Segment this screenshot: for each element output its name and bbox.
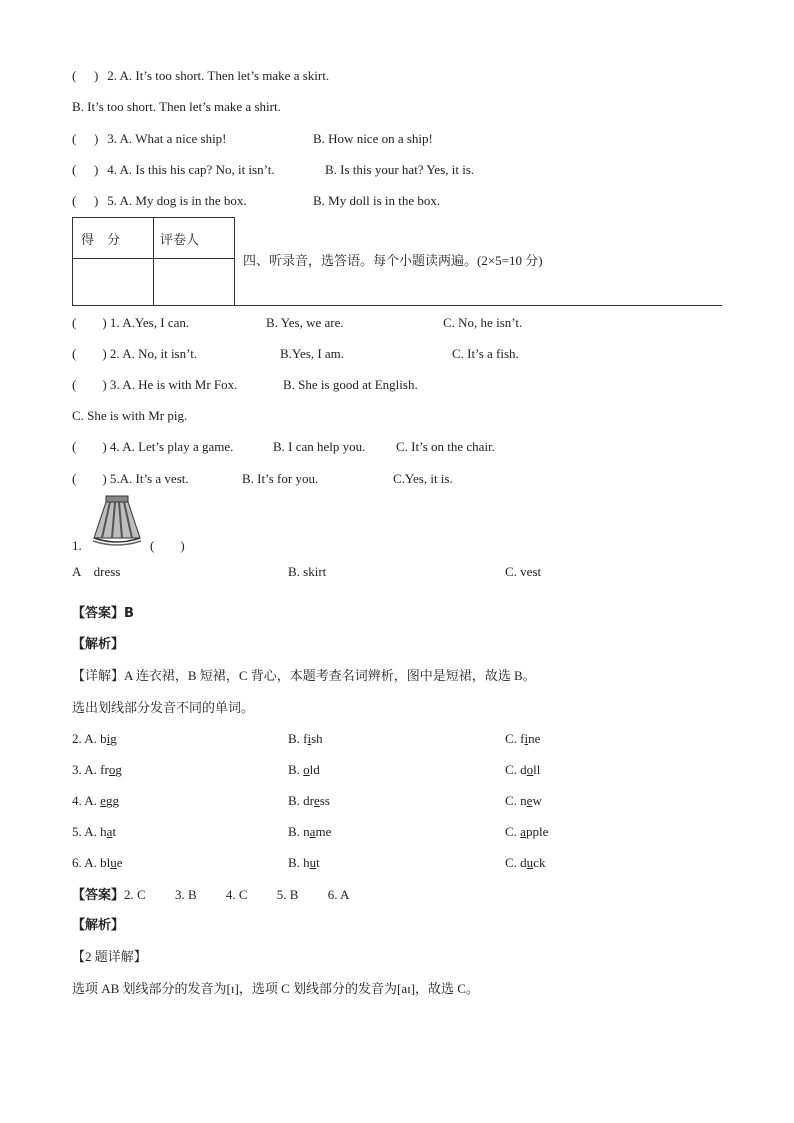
s4-item-1: ( ) 1. A.Yes, I can. bbox=[72, 315, 190, 330]
phonics-a-underlined: u bbox=[110, 855, 117, 870]
phonics-b-post: t bbox=[316, 855, 320, 870]
s3-item-2-b: B. It’s too short. Then let’s make a shirt. bbox=[72, 99, 281, 114]
answer-2 bbox=[72, 887, 349, 904]
phonics-c-underlined: e bbox=[526, 793, 533, 808]
s4-item-2-b: B.Yes, I am. bbox=[280, 346, 345, 361]
section4-title: 四、听录音，选答语。每个小题读两遍。(2×5=10 分) bbox=[243, 253, 543, 268]
answer-2-label: 【答案】 bbox=[72, 888, 125, 903]
s4-item-3-b: B. She is good at English. bbox=[283, 377, 418, 392]
phonics-c-underlined: i bbox=[524, 731, 529, 746]
phonics-a-post: t bbox=[112, 824, 117, 839]
phonics-a-pre: h bbox=[100, 824, 107, 839]
phonics-c-pre: C. n bbox=[505, 793, 527, 808]
phonics-option-b bbox=[288, 762, 320, 778]
phonics-c-post: ck bbox=[533, 855, 546, 870]
phonics-number: 5. A. bbox=[72, 824, 97, 839]
analysis-2-label: 【解析】 bbox=[72, 918, 125, 933]
skirt-image bbox=[88, 494, 146, 550]
s3-item-3-b: B. How nice on a ship! bbox=[313, 131, 433, 146]
phonics-a-post: gg bbox=[105, 793, 119, 808]
phonics-c-post: ll bbox=[533, 762, 541, 777]
phonics-b-pre: B. n bbox=[288, 824, 310, 839]
s4-item-4-c: C. It’s on the chair. bbox=[396, 439, 495, 454]
phonics-option-c bbox=[505, 762, 540, 778]
phonics-a-underlined: i bbox=[106, 731, 111, 746]
phonics-a-post: g bbox=[110, 731, 117, 746]
answer-2-item: 3. B bbox=[174, 887, 197, 902]
phonics-c-pre: C. f bbox=[505, 731, 525, 746]
phonics-number: 4. A. bbox=[72, 793, 97, 808]
phonics-number: 2. A. bbox=[72, 731, 97, 746]
grade-table bbox=[72, 217, 235, 306]
phonics-option-a bbox=[72, 731, 117, 747]
phonics-b-pre: B. h bbox=[288, 855, 310, 870]
phonics-c-post: pple bbox=[525, 824, 549, 839]
s4-item-2-c: C. It’s a fish. bbox=[452, 346, 519, 361]
phonics-option-c bbox=[505, 855, 545, 871]
phonics-b-pre: B. bbox=[288, 762, 304, 777]
phonics-instruction: 选出划线部分发音不同的单词。 bbox=[72, 700, 255, 715]
phonics-c-underlined: u bbox=[526, 855, 534, 870]
phonics-option-b bbox=[288, 824, 331, 840]
s3-item-5-b: B. My doll is in the box. bbox=[313, 193, 441, 208]
phonics-option-b bbox=[288, 793, 330, 809]
phonics-c-pre: C. bbox=[505, 824, 521, 839]
s4-item-5-b: B. It’s for you. bbox=[242, 471, 319, 486]
answer-2-item: 4. C bbox=[225, 887, 248, 902]
s3-item-4: ( ) 4. A. Is this his cap? No, it isn’t. bbox=[72, 162, 275, 177]
divider bbox=[235, 305, 722, 306]
phonics-number: 3. A. bbox=[72, 762, 97, 777]
s4-item-1-b: B. Yes, we are. bbox=[266, 315, 344, 330]
phonics-b-underlined: o bbox=[303, 762, 310, 777]
answer-2-item: 2. C bbox=[124, 887, 146, 902]
phonics-c-underlined: a bbox=[520, 824, 526, 839]
phonics-b-pre: B. f bbox=[288, 731, 308, 746]
phonics-a-post: e bbox=[116, 855, 123, 870]
phonics-b-post: ld bbox=[309, 762, 320, 777]
answer-2-item: 6. A bbox=[327, 887, 350, 902]
phonics-b-underlined: i bbox=[307, 731, 312, 746]
s4-item-3-c: C. She is with Mr pig. bbox=[72, 408, 188, 423]
phonics-b-post: sh bbox=[311, 731, 323, 746]
score-header: 得 分 bbox=[73, 218, 154, 259]
phonics-option-b bbox=[288, 731, 323, 747]
s3-item-2: ( ) 2. A. It’s too short. Then let’s make a skirt. bbox=[72, 68, 330, 83]
phonics-b-underlined: a bbox=[309, 824, 316, 839]
phonics-option-a bbox=[72, 824, 116, 840]
phonics-option-b bbox=[288, 855, 320, 871]
q1-option-b: B. skirt bbox=[288, 564, 327, 579]
phonics-b-underlined: e bbox=[314, 793, 320, 808]
q1-option-c: C. vest bbox=[505, 564, 542, 579]
detail-1: 【详解】A 连衣裙，B 短裙，C 背心，本题考查名词辨析，图中是短裙，故选 B。 bbox=[72, 668, 536, 683]
phonics-a-underlined: o bbox=[108, 762, 116, 777]
phonics-option-a bbox=[72, 762, 122, 778]
phonics-b-post: me bbox=[315, 824, 332, 839]
s4-item-4-b: B. I can help you. bbox=[273, 439, 366, 454]
s4-item-2: ( ) 2. A. No, it isn’t. bbox=[72, 346, 198, 361]
phonics-a-pre: b bbox=[100, 731, 107, 746]
phonics-number: 6. A. bbox=[72, 855, 97, 870]
phonics-c-post: ne bbox=[528, 731, 541, 746]
phonics-a-pre: fr bbox=[100, 762, 109, 777]
score-cell[interactable] bbox=[73, 259, 154, 306]
analysis-1-label: 【解析】 bbox=[72, 637, 125, 652]
phonics-b-post: ss bbox=[319, 793, 330, 808]
q1-option-a: A dress bbox=[72, 564, 121, 579]
phonics-option-c bbox=[505, 824, 548, 840]
phonics-a-underlined: a bbox=[106, 824, 113, 839]
phonics-option-c bbox=[505, 793, 542, 809]
phonics-a-post: g bbox=[115, 762, 122, 777]
phonics-option-a bbox=[72, 855, 123, 871]
s4-item-5: ( ) 5.A. It’s a vest. bbox=[72, 471, 189, 486]
detail-2: 选项 AB 划线部分的发音为[ɪ]，选项 C 划线部分的发音为[aɪ]，故选 C。 bbox=[72, 981, 479, 996]
answer-1: 【答案】B bbox=[72, 606, 134, 621]
s4-item-4: ( ) 4. A. Let’s play a game. bbox=[72, 439, 234, 454]
s4-item-5-c: C.Yes, it is. bbox=[393, 471, 453, 486]
phonics-a-pre: bl bbox=[100, 855, 111, 870]
phonics-c-underlined: o bbox=[526, 762, 534, 777]
grader-cell[interactable] bbox=[154, 259, 235, 306]
phonics-c-pre: C. d bbox=[505, 762, 527, 777]
phonics-b-underlined: u bbox=[309, 855, 317, 870]
s3-item-4-b: B. Is this your hat? Yes, it is. bbox=[325, 162, 475, 177]
grader-header: 评卷人 bbox=[154, 218, 235, 259]
s4-item-3: ( ) 3. A. He is with Mr Fox. bbox=[72, 377, 238, 392]
phonics-c-pre: C. d bbox=[505, 855, 527, 870]
answer-2-item: 5. B bbox=[276, 887, 299, 902]
q1-answer-blank[interactable]: ( ) bbox=[150, 538, 185, 553]
detail-2-label: 【2 题详解】 bbox=[72, 949, 147, 964]
phonics-b-pre: B. dr bbox=[288, 793, 314, 808]
phonics-a-underlined: e bbox=[100, 793, 106, 808]
phonics-c-post: w bbox=[532, 793, 542, 808]
phonics-option-a bbox=[72, 793, 119, 809]
q1-number: 1. bbox=[72, 538, 82, 553]
s3-item-3: ( ) 3. A. What a nice ship! bbox=[72, 131, 227, 146]
phonics-option-c bbox=[505, 731, 540, 747]
s3-item-5: ( ) 5. A. My dog is in the box. bbox=[72, 193, 247, 208]
s4-item-1-c: C. No, he isn’t. bbox=[443, 315, 523, 330]
